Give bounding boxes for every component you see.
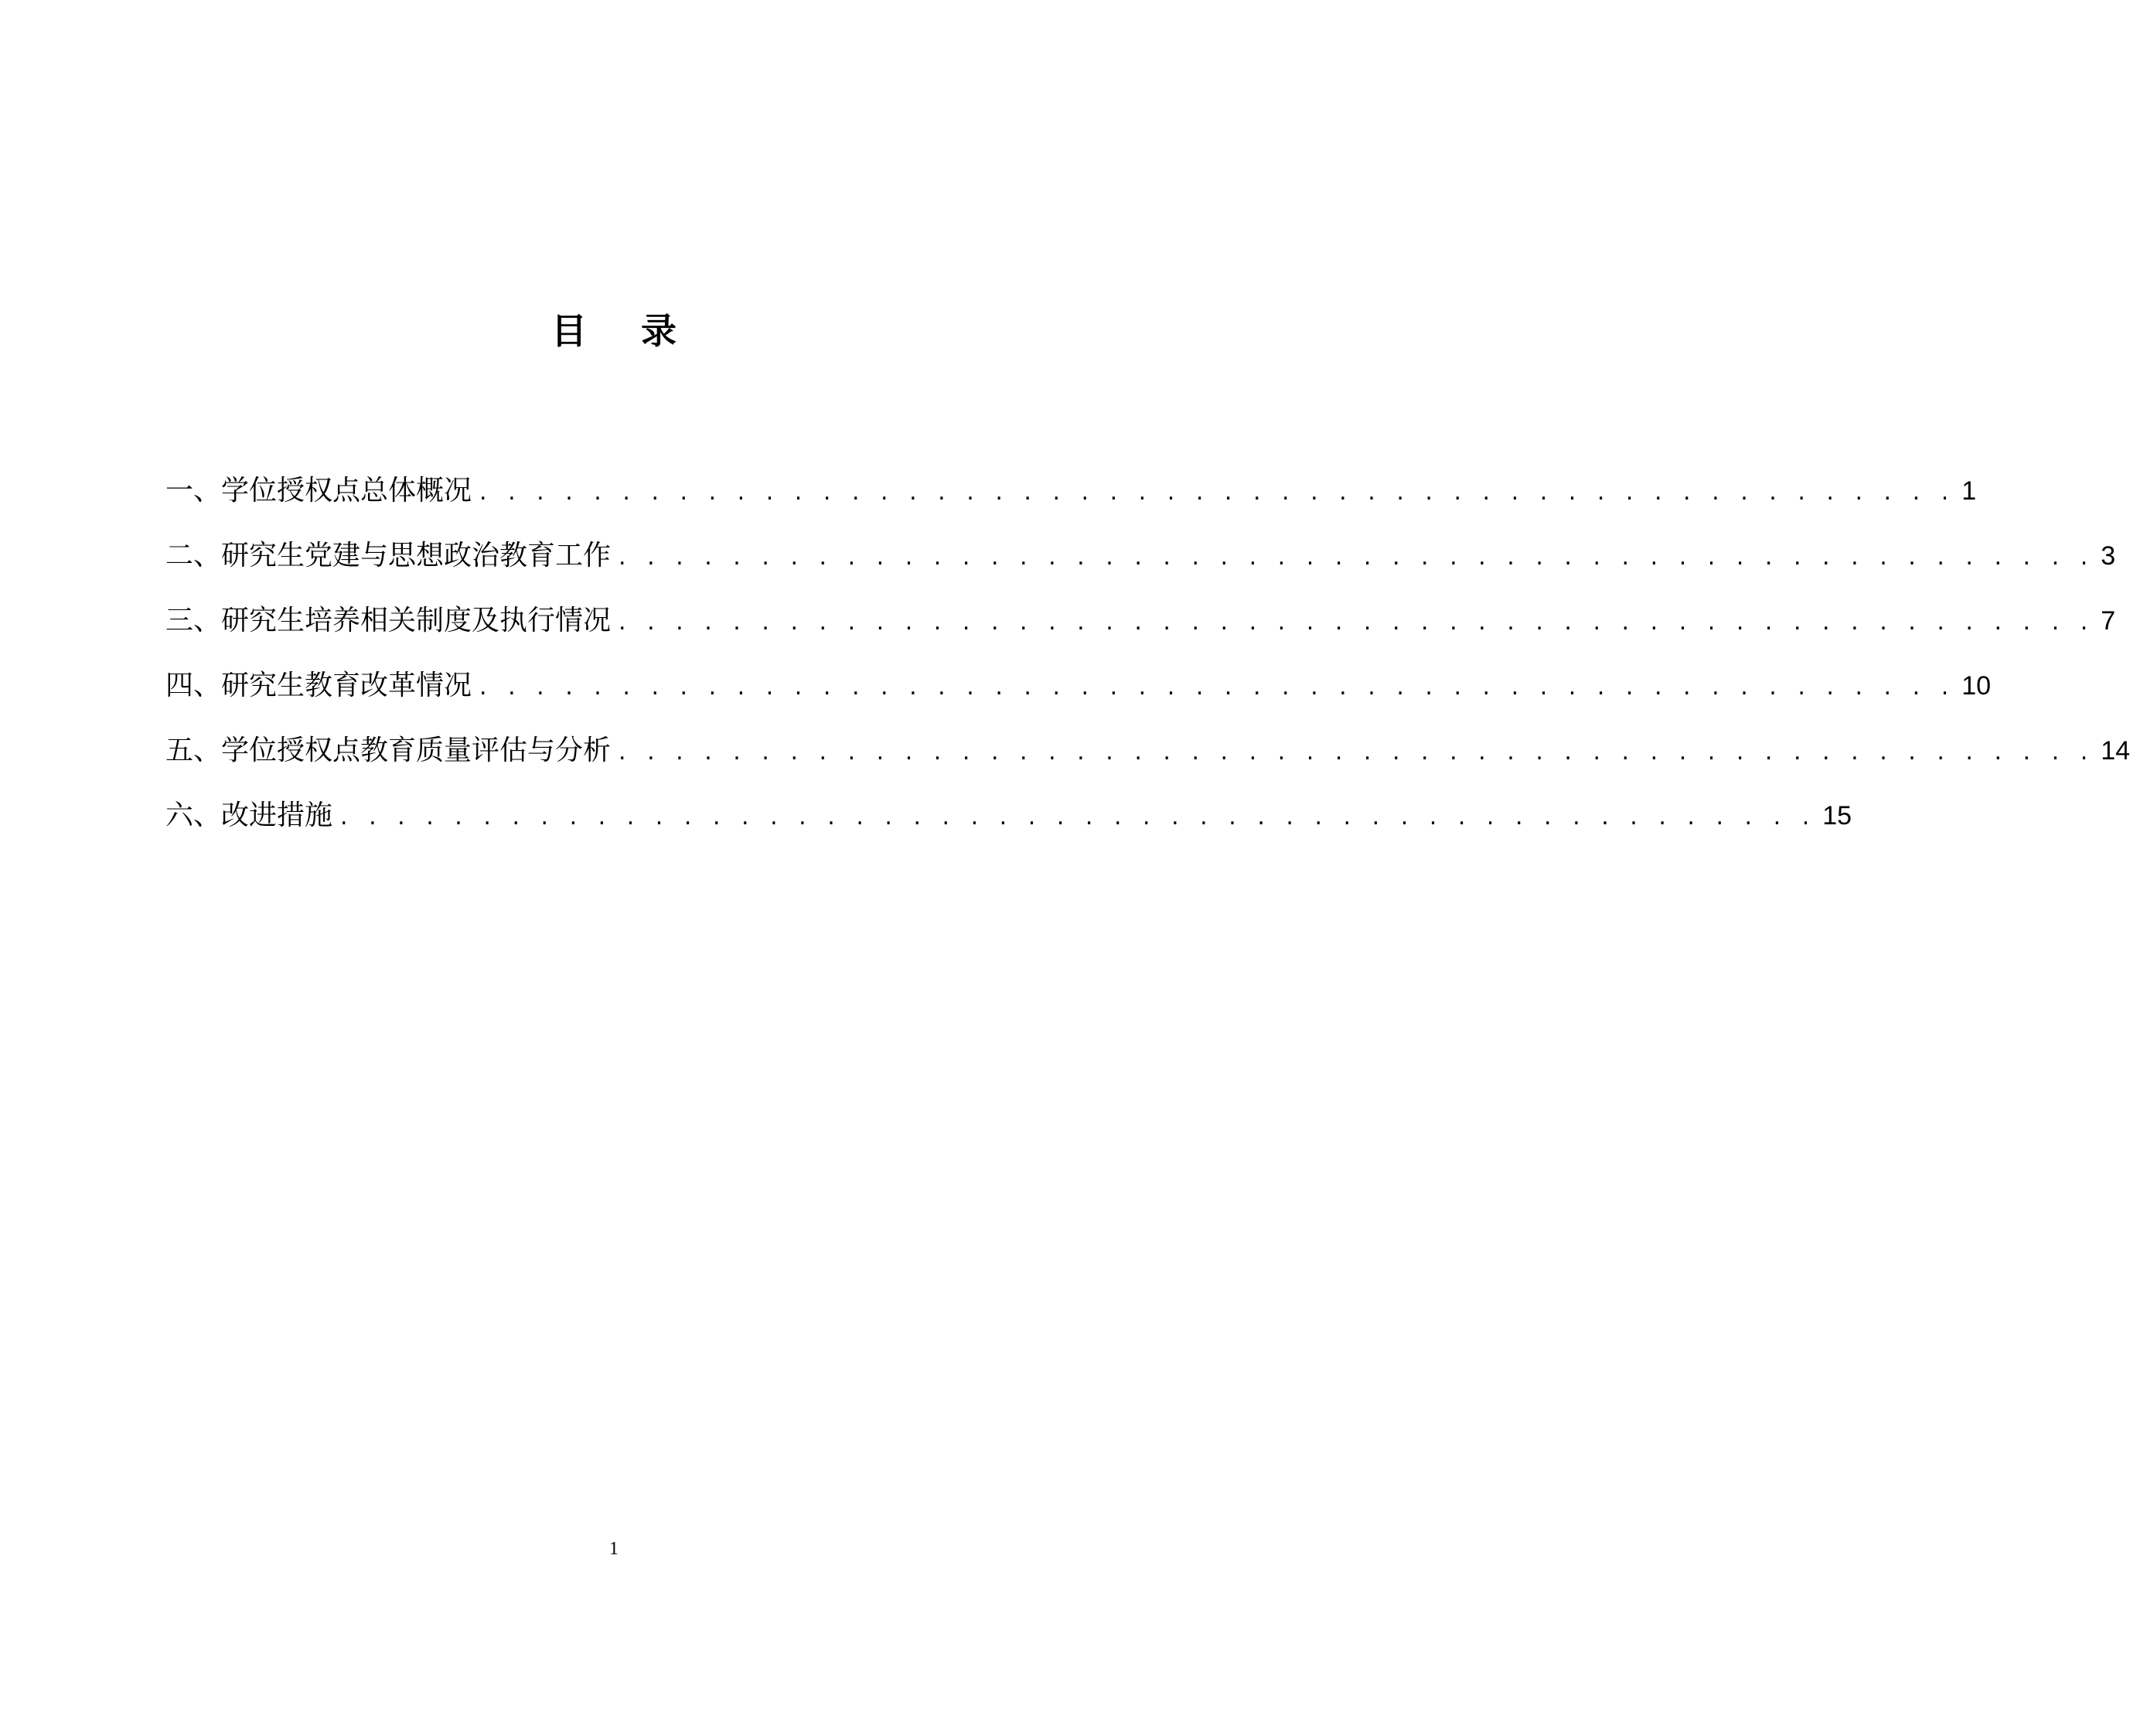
toc-entry-label: 二、研究生党建与思想政治教育工作: [165, 540, 612, 571]
toc-entry[interactable]: [165, 796, 1852, 861]
toc-entry-page: 15: [1822, 801, 1852, 830]
toc-entry-label: 四、研究生教育改革情况: [165, 670, 472, 701]
toc-entry-label: 一、学位授权点总体概况: [165, 475, 472, 506]
toc-dot-leader: . . . . . . . . . . . . . . . . . . . . . . . . . . . . . . . . . . . . . . . . . . . . . . . . . . . .: [479, 479, 1956, 506]
toc-dot-leader: . . . . . . . . . . . . . . . . . . . . . . . . . . . . . . . . . . . . . . . . . . . . . . . . . . . .: [619, 738, 2095, 766]
toc-entry[interactable]: [165, 732, 2130, 796]
toc-title: 目录: [551, 310, 731, 352]
toc-dot-leader: . . . . . . . . . . . . . . . . . . . . . . . . . . . . . . . . . . . . . . . . . . . . . . . . . . . .: [619, 544, 2095, 571]
toc-entry[interactable]: [165, 602, 2116, 667]
toc-list: [165, 472, 2130, 861]
toc-entry-page: 3: [2101, 541, 2116, 571]
toc-entry[interactable]: [165, 667, 1992, 732]
toc-entry-page: 7: [2101, 606, 2116, 636]
toc-entry[interactable]: [165, 472, 1977, 537]
toc-dot-leader: . . . . . . . . . . . . . . . . . . . . . . . . . . . . . . . . . . . . . . . . . . . . . . . . . . . .: [340, 803, 1817, 830]
toc-entry-page: 10: [1961, 671, 1992, 701]
page-number: 1: [609, 1539, 619, 1559]
toc-entry-label: 六、改进措施: [165, 800, 333, 831]
toc-entry-page: 14: [2101, 736, 2130, 766]
toc-entry-label: 五、学位授权点教育质量评估与分析: [165, 735, 612, 766]
toc-entry-page: 1: [1961, 476, 1977, 506]
toc-entry-label: 三、研究生培养相关制度及执行情况: [165, 605, 612, 636]
toc-dot-leader: . . . . . . . . . . . . . . . . . . . . . . . . . . . . . . . . . . . . . . . . . . . . . . . . . . . .: [619, 609, 2095, 636]
toc-dot-leader: . . . . . . . . . . . . . . . . . . . . . . . . . . . . . . . . . . . . . . . . . . . . . . . . . . . .: [479, 674, 1956, 701]
toc-entry[interactable]: [165, 537, 2116, 602]
